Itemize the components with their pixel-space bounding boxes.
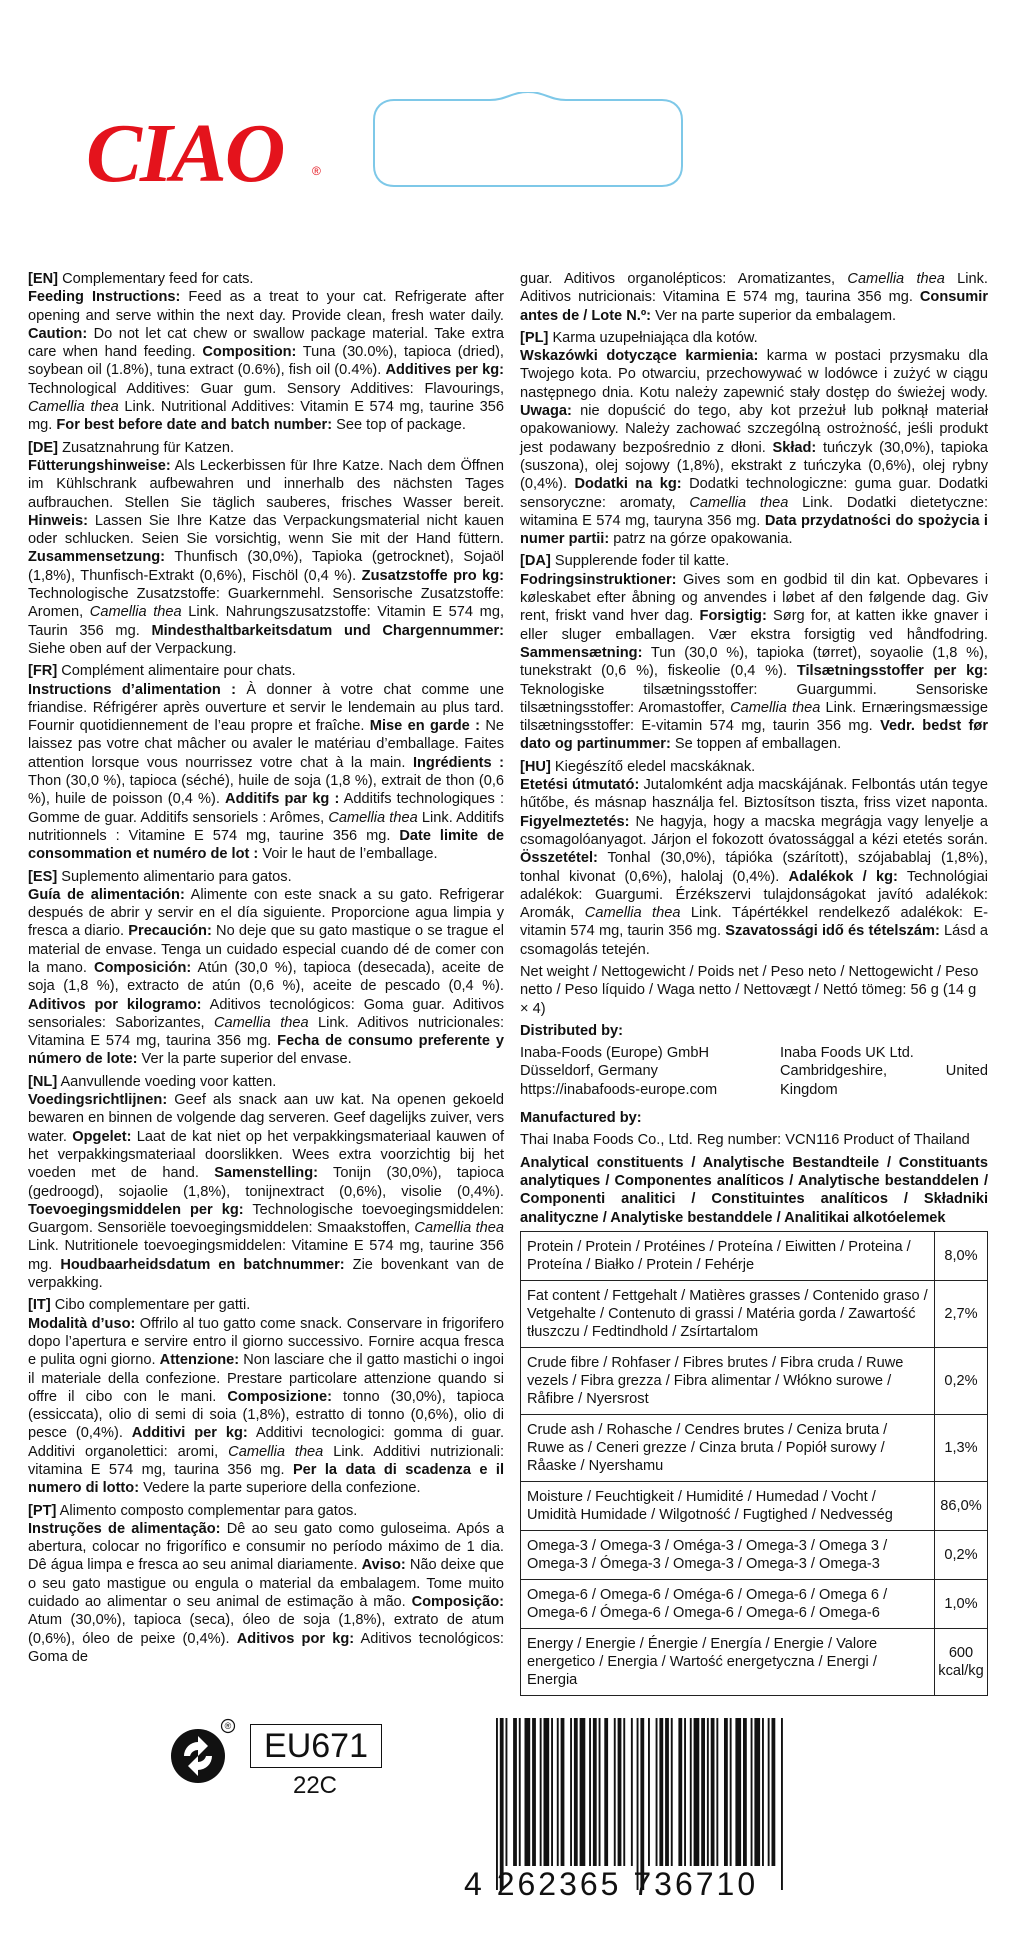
lang-section [28,662,504,863]
lang-tag: [EN] [28,271,58,287]
barcode-bar [684,1718,686,1866]
barcode-bar [540,1718,542,1866]
analytical-row [521,1347,988,1414]
barcode-bar [593,1718,597,1866]
distributor-uk [780,1044,988,1099]
lang-body: Alimento composto complementar para gatos. Instruções de alimentação: Dê ao seu gato como guloseima. Após a abertura, colocar no frigorífico e consumir no período máximo de 1 dia. Dê água limpa e fresca ao seu animal diariamente. Aviso: Não deixe que o seu gato mastigue ou engula o material da embalagem. Tome muito cuidado ao alimentar o seu animal de estimação à mão. Composição: Atum (30,0%), tapioca (seca), óleo de soja (1,8%), extrato de atum (0,6%), óleo de peixe (0,4%). Aditivos por kg: Aditivos tecnológicos: Goma de [28,1502,504,1665]
lang-body: Suplemento alimentario para gatos. Guía de alimentación: Alimente con este snack a su gato. Refrigerar después de abrir y servir en el día siguiente. Proporcione agua limpia y fresca a diario. Precaución: No deje que su gato mastique o se trague el material de envase. Tenga un cuidado especial cuando dé de comer con la mano. Composición: Atún (30,0 %), tapioca (desecada), aceite de soja (1,8 %), extracto de atún (0,6 %), aceite de pescado (0,4 %). Aditivos por kilogramo: Aditivos tecnológicos: Goma guar. Aditivos sensoriales: Saborizantes, Camellia thea Link. Aditivos nutricionales: Vitamina E 574 mg, taurina 356 mg. Fecha de consumo preferente y número de lote: Ver la parte superior del envase. [28,868,504,1068]
analytical-row [521,1628,988,1695]
barcode-digits: 4 262365 736710 [464,1866,759,1902]
barcode-bar [711,1718,715,1866]
lang-section [520,270,988,325]
lang-section [520,329,988,549]
barcode-bar [532,1718,536,1866]
lang-body: Karma uzupełniająca dla kotów. Wskazówki dotyczące karmienia: karma w postaci przysmaku dla Twojego kota. Po otwarciu, przechowywać w lodówce i zużyć w ciągu następnego dnia. Kotu należy zapewnić stały dostęp do świeżej wody. Uwaga: nie dopuścić do tego, aby kot przeżuł lub połknął materiał opakowaniowy. Należy zachować szczególną ostrożność, jeśli produkt jest podawany bezpośrednio z dłoni. Skład: tuńczyk (30,0%), tapioka (suszona), olej sojowy (1,8%), ekstrakt z tuńczyka (0,6%), olej rybny (0,4%). Dodatki na kg: Dodatki technologiczne: guma guar. Dodatki sensoryczne: aromaty, Camellia thea Link. Dodatki dietetyczne: witamina E 574 mg, tauryna 356 mg. Data przydatności do spożycia i numer partii: patrz na górze opakowania. [520,329,989,548]
barcode-bar [519,1718,521,1866]
barcode-bar [648,1718,650,1866]
barcode-bar [589,1718,591,1866]
barcode-bar [557,1718,559,1866]
analytical-row [521,1231,988,1280]
distributor-uk-line: Inaba Foods UK Ltd. [780,1045,914,1062]
barcode-bar [599,1718,601,1866]
brand-name: CIAO [86,107,284,200]
analytical-label: Fat content / Fettgehalt / Matières grasses / Contenido graso / Vetgehalte / Contenuto di grassi / Matéria gorda / Zawartość tłuszczu / Fedtindhold / Zsírtartalom [521,1280,935,1347]
distributor-block [520,1044,988,1099]
lang-tag: [ES] [28,868,58,885]
barcode-bar [730,1718,732,1866]
lang-body: Aanvullende voeding voor katten. Voedingsrichtlijnen: Geef als snack aan uw kat. Na openen gekoeld bewaren en binnen de volgende dag serveren. Geef dagelijks zuiver, vers water. Opgelet: Laat de kat niet op het verpakkingsmateriaal kauwen of het verpakkingsmateriaal doorslikken. Wees extra voorzichtig bij het voeden met de hand. Samenstelling: Tonijn (30,0%), tapioca (gedroogd), sojaolie (1,8%), tonijnextract (0,6%), visolie (0,4%). Toevoegingsmiddelen per kg: Technologische toevoegingsmiddelen: Guargom. Sensoriële toevoegingsmiddelen: Smaakstoffen, Camellia thea Link. Nutritionele toevoegingsmiddelen: Vitamine E 574 mg, taurine 356 mg. Houdbaarheidsdatum en batchnummer: Zie bovenkant van de verpakking. [28,1073,504,1292]
barcode-bar [671,1718,673,1866]
analytical-table [520,1231,988,1696]
barcode-bar [561,1718,565,1866]
lang-tag: [PT] [28,1502,57,1519]
lang-section [28,1296,504,1497]
analytical-label: Omega-6 / Omega-6 / Oméga-6 / Omega-6 / Omega 6 / Omega-6 / Ómega-6 / Omega-6 / Omega-6 / Omega-6 [521,1579,935,1628]
manufacturer-heading: Manufactured by: [520,1110,642,1127]
analytical-row [521,1530,988,1579]
barcode-bar [631,1718,633,1866]
barcode-bar [525,1718,531,1866]
lang-section [28,439,504,659]
analytical-label: Moisture / Feuchtigkeit / Humidité / Humedad / Vocht / Umidità Humidade / Wilgotność / Fugtighed / Nedvesség [521,1481,935,1530]
lang-tag: [FR] [28,663,58,680]
barcode-bar [768,1718,770,1866]
analytical-row [521,1280,988,1347]
barcode-bar [500,1718,504,1890]
analytical-label: Protein / Protein / Protéines / Proteína / Eiwitten / Proteina / Proteína / Białko / Protein / Fehérje [521,1231,935,1280]
text-column-left [28,270,504,1670]
barcode-bar [513,1718,517,1866]
lang-body: Supplerende foder til katte. Fodringsinstruktioner: Gives som en godbid til din kat. Opbevares i køleskabet efter åbning og anvendes i løbet af den følgende dag. Giv rent, friskt vand hver dag. Forsigtig: Sørg for, at katten ikke gnaver i eller sluger emballagen. Vær ekstra forsigtig ved håndfodring. Sammensætning: Tun (30,0 %), tapioka (tørret), soyaolie (1,8 %), tunekstrakt (0,6 %), fiskeolie (0,4 %). Tilsætningsstoffer per kg: Teknologiske tilsætningsstoffer: Guargummi. Sensoriske tilsætningsstoffer: Aromastoffer, Camellia thea Link. Ernæringsmæssige tilsætningsstoffer: E-vitamin 574 mg, taurin 356 mg. Vedr. bedst før dato og partinummer: Se toppen af emballagen. [520,553,988,753]
barcode-bar [623,1718,625,1866]
distributor-eu-url: https://inabafoods-europe.com [520,1081,718,1098]
analytical-value: 600 kcal/kg [935,1628,988,1695]
lang-body: Complementary feed for cats. Feeding Instructions: Feed as a treat to your cat. Refrigerate after opening and serve within the next day. Provide clean, fresh water daily. Caution: Do not let cat chew or swallow package material. Take extra care when hand feeding. Composition: Tuna (30.0%), tapioca (dried), soybean oil (1.8%), tuna extract (0.6%), fish oil (0.4%). Additives per kg: Technological Additives: Guar gum. Sensory Additives: Flavourings, Camellia thea Link. Nutritional Additives: Vitamin E 574 mg, taurine 356 mg. For best before date and batch number: See top of package. [28,271,504,434]
lang-body: Complément alimentaire pour chats. Instructions d’alimentation : À donner à votre chat comme une friandise. Réfrigérer après ouverture et servir le lendemain au plus tard. Fournir quotidiennement de l’eau propre et fraîche. Mise en garde : Ne laissez pas votre chat mâcher ou avaler le matériau d’emballage. Faites attention lorsque vous nourrissez votre chat à la main. Ingrédients : Thon (30,0 %), tapioca (séché), huile de soja (1,8 %), extrait de thon (0,6 %), huile de poisson (0,4 %). Additifs par kg : Additifs technologiques : Gomme de guar. Additifs sensoriels : Arômes, Camellia thea Link. Additifs nutritionnels : Vitamine E 574 mg, taurine 356 mg. Date limite de consommation et numéro de lot : Voir le haut de l’emballage. [28,663,505,863]
lang-tag: [NL] [28,1073,58,1090]
barcode-bar [637,1718,639,1890]
lang-body: guar. Aditivos organolépticos: Aromatizantes, Camellia thea Link. Aditivos nutricionais: Vitamina E 574 mg, taurina 356 mg. Consumir antes de / Lote N.º: Ver na parte superior da embalagem. [520,271,988,324]
barcode-bar [694,1718,700,1866]
lang-section [28,1073,504,1293]
green-dot-icon [168,1718,236,1786]
eu-code-box: EU671 [250,1724,382,1768]
recycle-registered-mark: ® [224,1721,232,1731]
barcode-bar [735,1718,741,1866]
barcode-bar [656,1718,658,1866]
barcode-bar [754,1718,760,1866]
right-language-sections [520,270,988,959]
distributor-eu-line: Düsseldorf, Germany [520,1063,658,1080]
barcode-bar [724,1718,728,1866]
analytical-row [521,1481,988,1530]
lang-section [28,270,504,435]
analytical-value: 8,0% [935,1231,988,1280]
analytical-label: Omega-3 / Omega-3 / Oméga-3 / Omega-3 / Omega 3 / Omega-3 / Ómega-3 / Omega-3 / Omega-3 / Omega-3 [521,1530,935,1579]
batch-code: 22C [292,1772,338,1799]
distributor-eu-line: Inaba-Foods (Europe) GmbH [520,1045,709,1062]
barcode-bar [772,1718,776,1866]
barcode-bar [570,1718,572,1866]
analytical-value: 0,2% [935,1347,988,1414]
registered-mark: ® [312,164,321,178]
barcode-bar [678,1718,682,1866]
lang-body: Kiegészítő eledel macskáknak. Etetési útmutató: Jutalomként adja macskájának. Felbontás után tegye hűtőbe, és másnap használja fel. Biztosítson tiszta, friss vizet naponta. Figyelmeztetés: Ne hagyja, hogy a macska megrágja vagy lenyelje a csomagolóanyagot. Járjon el fokozott óvatossággal a kézi etetés során. Összetétel: Tonhal (30,0%), tápióka (szárított), szójabablaj (1,8%), tonhal kivonat (0,6%), halolaj (0,4%). Adalékok / kg: Technológiai adalékok: Guargumi. Érzékszervi tulajdonságokat javító adalékok: Aromák, Camellia thea Link. Tápértékkel rendelkező adalékok: E-vitamin 574 mg, taurin 356 mg. Szavatossági idő és tételszám: Lásd a csomagolás tetején. [520,758,989,958]
barcode-bar [751,1718,753,1866]
barcode-bar [701,1718,705,1866]
barcode-bar [544,1718,550,1866]
lang-section [28,1502,504,1667]
lang-section [520,552,988,753]
barcode [492,1718,792,1890]
manufacturer-text: Thai Inaba Foods Co., Ltd. Reg number: VCN116 Product of Thailand [520,1132,970,1149]
barcode-bar [640,1718,644,1890]
lang-tag: [DE] [28,439,58,456]
text-column-right [520,270,988,1696]
barcode-bar [551,1718,553,1866]
barcode-bar [762,1718,764,1866]
lang-section [520,758,988,959]
distributor-eu [520,1044,780,1099]
barcode-bar [690,1718,692,1866]
analytical-label: Crude fibre / Rohfaser / Fibres brutes / Fibra cruda / Ruwe vezels / Fibra grezza / Fibra alimentar / Włókno surowe / Råfibre / Nyersrost [521,1347,935,1414]
barcode-bar [580,1718,586,1866]
lang-tag: [DA] [520,553,551,570]
analytical-value: 1,0% [935,1579,988,1628]
analytical-value: 2,7% [935,1280,988,1347]
barcode-bar [506,1718,508,1866]
barcode-bar [496,1718,498,1890]
barcode-bar [743,1718,747,1866]
barcode-bar [781,1718,783,1890]
barcode-bar [614,1718,616,1866]
barcode-bar [716,1718,718,1866]
analytical-value: 1,3% [935,1414,988,1481]
lang-section [28,868,504,1069]
lang-body: Zusatznahrung für Katzen. Fütterungshinweise: Als Leckerbissen für Ihre Katze. Nach dem Öffnen im Kühlschrank aufbewahren und innerhalb des nächsten Tages aufbrauchen. Stellen Sie täglich sauberes, frisches Wasser bereit. Hinweis: Lassen Sie Ihre Katze das Verpackungsmaterial nicht kauen oder schlucken. Seien Sie vorsichtig, wenn Sie mit der Hand füttern. Zusammensetzung: Thunfisch (30,0%), Tapioka (getrocknet), Sojaöl (1,8%), Thunfisch-Extrakt (0,6%), Fischöl (0,4 %). Zusatzstoffe pro kg: Technologische Zusatzstoffe: Guarkernmehl. Sensorische Zusatzstoffe: Aromen, Camellia thea Link. Nahrungszusatzstoffe: Vitamin E 574 mg, Taurin 356 mg. Mindesthaltbarkeitsdatum und Chargennummer: Siehe oben auf der Verpackung. [28,439,505,657]
barcode-bar [618,1718,622,1866]
analytical-label: Crude ash / Rohasche / Cendres brutes / Ceniza bruta / Ruwe as / Ceneri grezze / Cinza bruta / Popiół surowy / Råaske / Nyershamu [521,1414,935,1481]
distributor-uk-line: Cambridgeshire, United Kingdom [780,1063,988,1098]
distributor-heading: Distributed by: [520,1022,623,1039]
ciao-logo [86,104,326,204]
net-weight: Net weight / Nettogewicht / Poids net / Peso neto / Nettogewicht / Peso netto / Peso líquido / Waga netto / Nettovægt / Nettó tömeg: 56 g (14 g × 4) [520,963,979,1017]
lang-tag: [PL] [520,329,549,346]
analytical-value: 0,2% [935,1530,988,1579]
analytical-title: Analytical constituents / Analytische Bestandteile / Constituants analytiques / Componentes analíticos / Analytische bestanddelen / Componenti analitici / Constituintes analíticos / Składniki analityczne / Analytiske bestanddele / Analitikai alkotóelemek [520,1154,988,1226]
analytical-row [521,1414,988,1481]
lang-body: Cibo complementare per gatti. Modalità d’uso: Offrilo al tuo gatto come snack. Conservare in frigorifero dopo l’apertura e servire entro il giorno successivo. Fornire acqua fresca e pulita ogni giorno. Attenzione: Non lasciare che il gatto mastichi o ingoi il materiale della confezione. Prestare particolare attenzione quando si offre il cibo con le mani. Composizione: tonno (30,0%), tapioca (essiccata), olio di semi di soia (1,8%), estratto di tonno (0,6%), olio di pesce (0,4%). Additivi per kg: Additivi tecnologici: gomma di guar. Additivi organolettici: aromi, Camellia thea Link. Additivi nutrizionali: vitamina E 574 mg, taurina 356 mg. Per la data di scadenza e il numero di lotto: Vedere la parte superiore della confezione. [28,1297,505,1497]
barcode-bar [665,1718,669,1866]
barcode-bar [574,1718,578,1866]
barcode-bar [707,1718,709,1866]
barcode-bar [659,1718,663,1866]
barcode-bar [604,1718,608,1866]
analytical-value: 86,0% [935,1481,988,1530]
lang-tag: [HU] [520,758,551,775]
analytical-label: Energy / Energie / Énergie / Energía / Energie / Valore energetico / Energia / Wartość energetyczna / Energi / Energia [521,1628,935,1695]
lang-tag: [IT] [28,1297,51,1314]
label-window-outline [372,92,684,188]
analytical-row [521,1579,988,1628]
